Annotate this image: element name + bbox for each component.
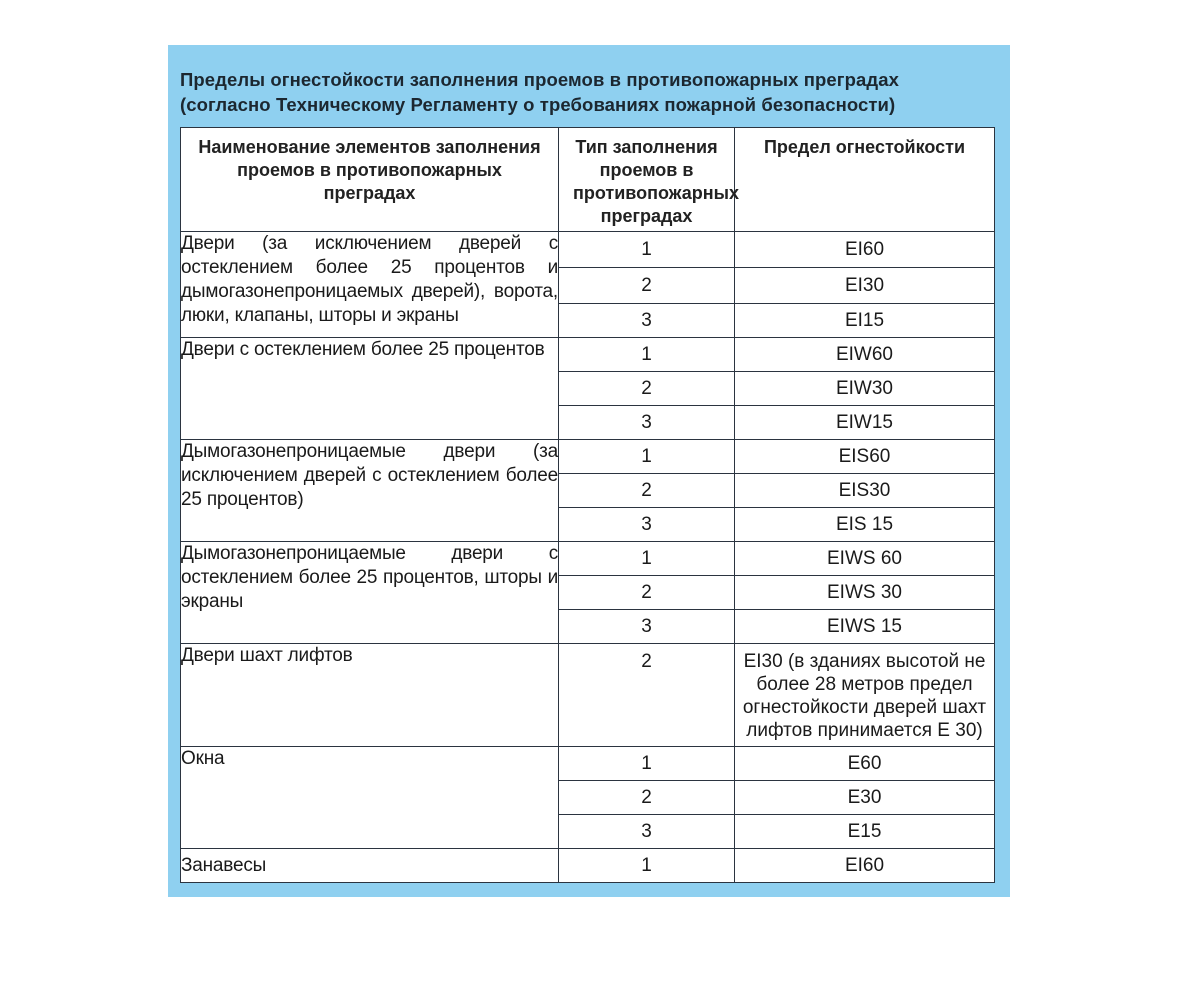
element-name-cell: Двери шахт лифтов bbox=[181, 644, 559, 747]
fill-type-cell: 3 bbox=[559, 610, 735, 644]
fill-type-cell: 3 bbox=[559, 304, 735, 338]
table-title bbox=[180, 67, 1000, 117]
fire-limit-cell: EI15 bbox=[735, 304, 995, 338]
table-body bbox=[181, 232, 995, 883]
fill-type-cell: 3 bbox=[559, 406, 735, 440]
element-name-cell: Занавесы bbox=[181, 849, 559, 883]
title-line-1: Пределы огнестойкости заполнения проемов в противопожарных преградах bbox=[180, 69, 900, 90]
table-row bbox=[181, 644, 995, 747]
fire-limit-cell: E30 bbox=[735, 781, 995, 815]
table-row bbox=[181, 338, 995, 372]
fire-limit-cell: EI30 bbox=[735, 268, 995, 304]
table-row bbox=[181, 849, 995, 883]
fill-type-cell: 2 bbox=[559, 781, 735, 815]
fire-limit-cell: EIWS 60 bbox=[735, 542, 995, 576]
element-name-cell: Дымогазонепроницаемые двери (за исключением дверей с остеклением более 25 процентов) bbox=[181, 440, 559, 542]
fill-type-cell: 1 bbox=[559, 747, 735, 781]
fill-type-cell: 2 bbox=[559, 644, 735, 747]
header-fire-limit: Предел огнестойкости bbox=[735, 128, 995, 232]
element-name-cell: Двери (за исключением дверей с остеклением более 25 процентов и дымогазонепроницаемых дверей), ворота, люки, клапаны, шторы и экраны bbox=[181, 232, 559, 338]
fill-type-cell: 1 bbox=[559, 849, 735, 883]
fire-limit-cell: EIWS 15 bbox=[735, 610, 995, 644]
fire-limit-cell: EI30 (в зданиях высотой не более 28 метров предел огнестойкости дверей шахт лифтов принимается Е 30) bbox=[735, 644, 995, 747]
table-row bbox=[181, 747, 995, 781]
table-row bbox=[181, 232, 995, 268]
fill-type-cell: 3 bbox=[559, 508, 735, 542]
fill-type-cell: 1 bbox=[559, 542, 735, 576]
fire-limit-cell: EI60 bbox=[735, 232, 995, 268]
fire-limit-cell: EIW30 bbox=[735, 372, 995, 406]
table-row bbox=[181, 542, 995, 576]
element-name-cell: Окна bbox=[181, 747, 559, 849]
fire-limit-cell: E15 bbox=[735, 815, 995, 849]
fill-type-cell: 3 bbox=[559, 815, 735, 849]
fire-limit-cell: EIW60 bbox=[735, 338, 995, 372]
title-line-2: (согласно Техническому Регламенту о требованиях пожарной безопасности) bbox=[180, 94, 896, 115]
fire-limit-cell: EIW15 bbox=[735, 406, 995, 440]
table-row bbox=[181, 440, 995, 474]
fill-type-cell: 1 bbox=[559, 440, 735, 474]
fire-limit-cell: EI60 bbox=[735, 849, 995, 883]
fill-type-cell: 2 bbox=[559, 268, 735, 304]
fill-type-cell: 2 bbox=[559, 372, 735, 406]
fill-type-cell: 2 bbox=[559, 576, 735, 610]
fire-limit-cell: E60 bbox=[735, 747, 995, 781]
fire-limit-cell: EIWS 30 bbox=[735, 576, 995, 610]
fill-type-cell: 2 bbox=[559, 474, 735, 508]
fill-type-cell: 1 bbox=[559, 232, 735, 268]
fill-type-cell: 1 bbox=[559, 338, 735, 372]
header-row bbox=[181, 128, 995, 232]
fire-limit-cell: EIS60 bbox=[735, 440, 995, 474]
element-name-cell: Двери с остеклением более 25 процентов bbox=[181, 338, 559, 440]
header-fill-type: Тип заполнения проемов в противопожарных преградах bbox=[559, 128, 735, 232]
header-element-name: Наименование элементов заполнения проемов в противопожарных преградах bbox=[181, 128, 559, 232]
element-name-cell: Дымогазонепроницаемые двери с остеклением более 25 процентов, шторы и экраны bbox=[181, 542, 559, 644]
fire-resistance-table bbox=[180, 127, 995, 883]
fire-limit-cell: EIS30 bbox=[735, 474, 995, 508]
fire-limit-cell: EIS 15 bbox=[735, 508, 995, 542]
fire-resistance-panel bbox=[168, 45, 1010, 897]
